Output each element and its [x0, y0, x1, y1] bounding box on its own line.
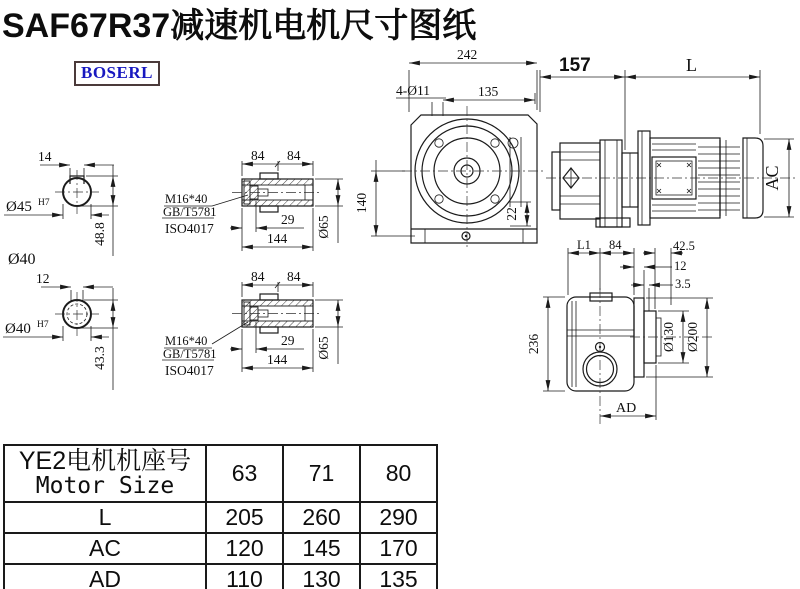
dim-42-5: 42.5: [673, 239, 695, 253]
dim-l1: L1: [577, 238, 591, 252]
dim-144: 144: [267, 231, 288, 246]
side-view: [540, 55, 795, 227]
dim-flange-od: Ø200: [685, 322, 700, 352]
bolt-hole: [435, 195, 443, 203]
cell-value: 260: [283, 502, 360, 533]
bolt-hole: [435, 139, 443, 147]
bolt-note-line3: ISO4017: [165, 221, 214, 236]
bolt-note-line2: GB/T5781: [163, 205, 217, 219]
hollow-shaft-top: [162, 148, 343, 251]
dim-144: 144: [267, 352, 288, 367]
dim-d65: Ø65: [316, 215, 331, 239]
dim-84-left: 84: [251, 269, 265, 284]
dim-12: 12: [674, 259, 687, 273]
dim-84-right: 84: [287, 148, 301, 163]
row-label: AD: [4, 564, 206, 589]
dim-29: 29: [281, 333, 295, 348]
dim-key-width: 12: [36, 271, 50, 286]
dim-29: 29: [281, 212, 295, 227]
dim-height-center: 140: [354, 192, 369, 214]
bolt-hole: [491, 139, 499, 147]
motor-size-table: [3, 444, 438, 589]
dim-3-5: 3.5: [675, 277, 691, 291]
page-title: SAF67R37减速机电机尺寸图纸: [2, 7, 477, 45]
dim-flange-pilot: Ø130: [661, 322, 676, 352]
column-80: 80: [360, 445, 437, 502]
bolt-note-line2: GB/T5781: [163, 347, 217, 361]
dim-d65: Ø65: [316, 336, 331, 360]
bore-label: Ø45: [6, 199, 32, 215]
bolt-note-line1: M16*40: [165, 192, 208, 206]
cell-value: 290: [360, 502, 437, 533]
header-label-en: Motor Size: [35, 473, 175, 499]
bolt-note-line3: ISO4017: [165, 363, 214, 378]
bolt-hole: [491, 195, 499, 203]
table-row-AC: [4, 533, 437, 564]
bore-label: Ø40: [5, 321, 31, 337]
column-63: 63: [206, 445, 283, 502]
dim-gear-length: 157: [559, 55, 591, 76]
shaft-section-top: [4, 149, 118, 268]
table-row-AD: [4, 564, 437, 589]
flange-plate: [634, 298, 644, 377]
table-header-row: [4, 445, 437, 502]
cell-value: 110: [206, 564, 283, 589]
dim-key-height: 43.3: [92, 346, 107, 370]
dim-base: 22: [504, 207, 519, 221]
cell-value: 145: [283, 533, 360, 564]
shaft-section-bottom: [3, 271, 118, 390]
front-view: [354, 47, 545, 250]
dim-key-width: 14: [38, 149, 52, 164]
dim-84: 84: [609, 238, 622, 252]
header-label-zh: YE2电机机座号: [18, 447, 192, 475]
dim-height: 236: [526, 333, 541, 355]
hole-callout: 4-Ø11: [396, 83, 430, 98]
row-label: AC: [4, 533, 206, 564]
shaft-note: Ø40: [8, 251, 36, 268]
table-row-L: [4, 502, 437, 533]
brand-logo: BOSERL: [74, 61, 160, 86]
top-view: [526, 238, 714, 424]
header-label-cell: [4, 445, 206, 502]
dim-width-bolt: 135: [478, 84, 499, 99]
hollow-shaft-bottom: [162, 269, 343, 378]
dim-84-right: 84: [287, 269, 301, 284]
bolt-note-line1: M16*40: [165, 334, 208, 348]
output-plate: [552, 152, 560, 210]
dim-width-total: 242: [457, 47, 478, 62]
dim-84-left: 84: [251, 148, 265, 163]
cell-value: 135: [360, 564, 437, 589]
dim-motor-diameter: AC: [762, 165, 782, 191]
cell-value: 120: [206, 533, 283, 564]
bore-tolerance: H7: [37, 320, 49, 330]
cell-value: 170: [360, 533, 437, 564]
column-71: 71: [283, 445, 360, 502]
row-label: L: [4, 502, 206, 533]
dim-key-height: 48.8: [92, 222, 107, 246]
housing-top: [567, 297, 634, 391]
dim-motor-length: L: [686, 55, 697, 75]
cell-value: 130: [283, 564, 360, 589]
bore-tolerance: H7: [38, 198, 50, 208]
main-block: [600, 140, 622, 227]
cell-value: 205: [206, 502, 283, 533]
dim-ad: AD: [616, 401, 637, 416]
